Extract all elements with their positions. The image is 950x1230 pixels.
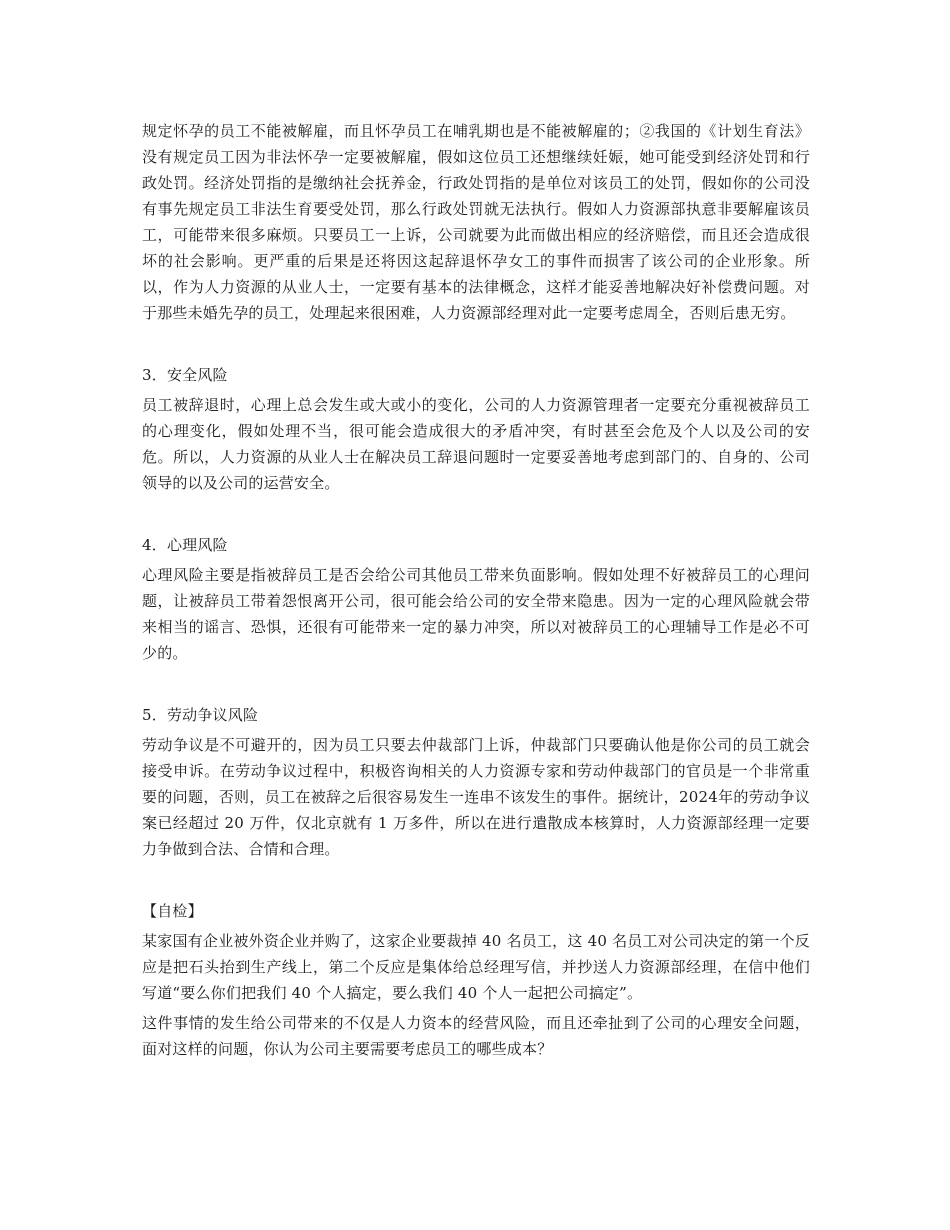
self-check-paragraph-2: 这件事情的发生给公司带来的不仅是人力资本的经营风险，而且还牵扯到了公司的心理安全问题，面对这样的问题，你认为公司主要需要考虑员工的哪些成本？ <box>142 1014 810 1058</box>
self-check-paragraph-1: 某家国有企业被外资企业并购了，这家企业要裁掉 40 名员工，这 40 名员工对公司决定的第一个反应是把石头抬到生产线上，第二个反应是集体给总经理写信，并抄送人力资源部经理，在信中他们写道“要么你们把我们 40 个人搞定，要么我们 40 个人一起把公司搞定”。 <box>142 932 810 1002</box>
section-body-psychological-risk: 心理风险主要是指被辞员工是否会给公司其他员工带来负面影响。假如处理不好被辞员工的心理问题，让被辞员工带着怨恨离开公司，很可能会给公司的安全带来隐患。因为一定的心理风险就会带来相当的谣言、恐惧，还很有可能带来一定的暴力冲突，所以对被辞员工的心理辅导工作是必不可少的。 <box>142 566 810 662</box>
section-heading-psychological-risk: 4．心理风险 <box>142 536 228 554</box>
section-heading-safety-risk: 3．安全风险 <box>142 366 228 384</box>
self-check-heading: 【自检】 <box>142 902 203 920</box>
document-page <box>142 113 810 1062</box>
section-body-safety-risk: 员工被辞退时，心理上总会发生或大或小的变化，公司的人力资源管理者一定要充分重视被辞员工的心理变化，假如处理不当，很可能会造成很大的矛盾冲突，有时甚至会危及个人以及公司的安危。所以，人力资源的从业人士在解决员工辞退问题时一定要妥善地考虑到部门的、自身的、公司领导的以及公司的运营安全。 <box>142 396 810 492</box>
section-heading-labor-dispute-risk: 5．劳动争议风险 <box>142 706 259 724</box>
section-body-labor-dispute-risk: 劳动争议是不可避开的，因为员工只要去仲裁部门上诉，仲裁部门只要确认他是你公司的员工就会接受申诉。在劳动争议过程中，积极咨询相关的人力资源专家和劳动仲裁部门的官员是一个非常重要的问题，否则，员工在被辞之后很容易发生一连串不该发生的事件。据统计，2024年的劳动争议案已经超过 20 万件，仅北京就有 1 万多件，所以在进行遣散成本核算时，人力资源部经理一定要力争做到合法、合情和合理。 <box>142 736 810 858</box>
continued-paragraph: 规定怀孕的员工不能被解雇，而且怀孕员工在哺乳期也是不能被解雇的；②我国的《计划生育法》没有规定员工因为非法怀孕一定要被解雇，假如这位员工还想继续妊娠，她可能受到经济处罚和行政处罚。经济处罚指的是缴纳社会抚养金，行政处罚指的是单位对该员工的处罚，假如你的公司没有事先规定员工非法生育要受处罚，那么行政处罚就无法执行。假如人力资源部执意非要解雇该员工，可能带来很多麻烦。只要员工一上诉，公司就要为此而做出相应的经济赔偿，而且还会造成很坏的社会影响。更严重的后果是还将因这起辞退怀孕女工的事件而损害了该公司的企业形象。所以，作为人力资源的从业人士，一定要有基本的法律概念，这样才能妥善地解决好补偿费问题。对于那些未婚先孕的员工，处理起来很困难，人力资源部经理对此一定要考虑周全，否则后患无穷。 <box>142 122 810 322</box>
